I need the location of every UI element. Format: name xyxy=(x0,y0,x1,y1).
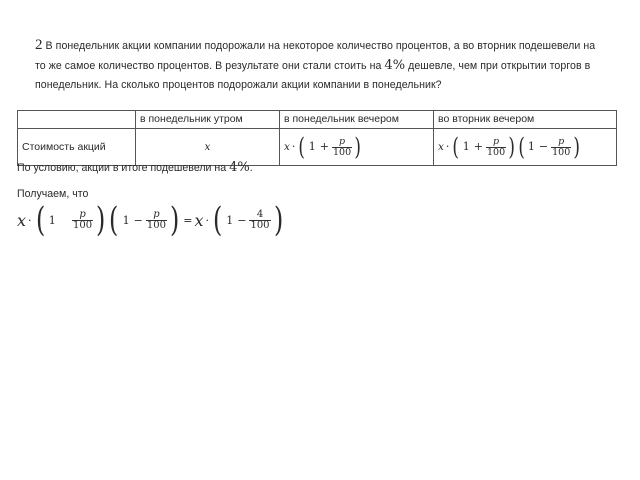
condition-percent: 4% xyxy=(229,160,250,175)
cell-tuesday-evening: x · ( 1 + $\frac{p}{100}$ ) ( 1 − $\frac{p}{100}$ ) xyxy=(434,129,617,166)
table-header-row xyxy=(18,111,617,129)
result-intro: Получаем, что xyxy=(17,188,89,200)
equals-sign: = xyxy=(183,213,193,227)
fraction-p-100: $\frac{p}{100}$ xyxy=(333,135,352,158)
price-table xyxy=(17,110,617,166)
header-tuesday-evening: во вторник вечером xyxy=(434,111,617,129)
problem-percent: 4% xyxy=(384,58,406,73)
header-empty xyxy=(18,111,136,129)
var-x: x xyxy=(204,141,211,153)
header-monday-morning: в понедельник утром xyxy=(136,111,280,129)
header-monday-evening: в понедельник вечером xyxy=(280,111,434,129)
cell-monday-evening: x · ( 1 + $\frac{p}{100}$ ) xyxy=(280,129,434,166)
problem-number: 2 xyxy=(35,37,43,53)
equation-fraction-4: $\frac{4}{100}$ xyxy=(250,208,270,231)
condition-line: По условию, акции в итоге подешевели на 4%. xyxy=(17,160,253,175)
problem-text-a: В понедельник акции компании подорожали на некоторое количество процентов, а во вторник подешевели на то же самое количество процентов. В результате они стали стоить на xyxy=(35,40,596,72)
row-label: Стоимость акций xyxy=(18,129,136,166)
equation: x · ( 1 $\frac{p}{100}$ ) ( 1 − $\frac{p}{100}$ ) = x · ( 1 − $\frac{4}{100}$ ) xyxy=(17,200,283,240)
problem-text-b: дешевле, чем при открытии торгов в понедельник. На сколько процентов подорожали акции компании в понедельник? xyxy=(35,60,591,91)
fraction-p-100: $\frac{p}{100}$ xyxy=(552,135,571,158)
fraction-p-100: $\frac{p}{100}$ xyxy=(487,135,506,158)
equation-fraction-p: $\frac{p}{100}$ xyxy=(73,208,93,231)
problem-statement xyxy=(35,36,605,95)
equation-fraction-p: $\frac{p}{100}$ xyxy=(146,208,166,231)
